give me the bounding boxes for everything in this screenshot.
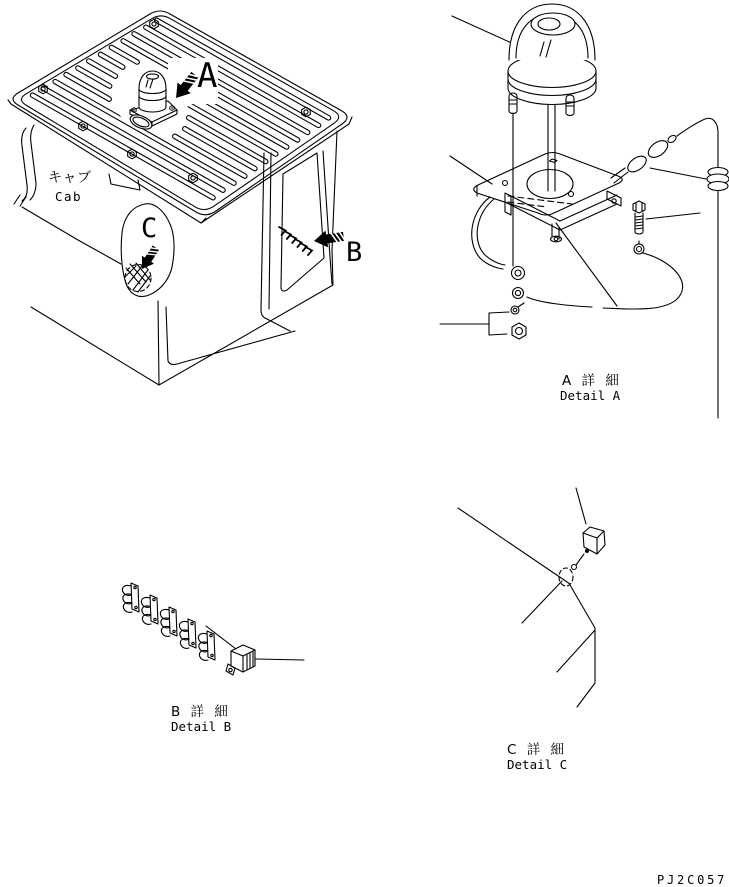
mounting-bolt [633, 201, 700, 234]
leader-line [650, 168, 706, 179]
callout-label-a: A [197, 56, 218, 96]
wire-clips [122, 583, 215, 660]
detail-a-drawing [440, 4, 729, 418]
door-window [281, 151, 332, 291]
detail-c-caption-jp: C 詳 細 [507, 742, 568, 758]
leader-line [646, 213, 700, 219]
callout-label-c: C [141, 213, 158, 244]
windshield-edge [22, 207, 121, 264]
leader-line [452, 16, 516, 45]
cab-left-pillar [14, 125, 36, 206]
cab-label-jp: キャブ [48, 170, 92, 186]
support-bracket [505, 191, 621, 242]
detail-c-drawing [458, 488, 605, 772]
power-cable [611, 118, 729, 418]
cab-clip-band [279, 227, 312, 255]
leader-line [556, 223, 617, 306]
grommet [707, 168, 729, 191]
switch-box [572, 527, 606, 570]
leader-line [576, 488, 586, 524]
connector-box [226, 645, 304, 675]
harness-cable [513, 223, 683, 309]
cab-label-en: Cab [55, 189, 83, 204]
fork-leader [440, 312, 509, 335]
detail-a-caption-jp: A 詳 細 [562, 373, 622, 389]
callout-label-b: B [346, 237, 363, 268]
terminal-hardware [440, 303, 526, 339]
detail-c-caption-en: Detail C [507, 757, 568, 772]
detail-b-drawing [122, 583, 304, 734]
panel-corner [458, 508, 595, 707]
part-code: PJ2C057 [657, 873, 728, 887]
ground-wire [472, 113, 525, 280]
detail-b-caption-jp: B 詳 細 [171, 704, 231, 720]
detail-b-caption-en: Detail B [171, 719, 232, 734]
detail-a-caption-en: Detail A [560, 388, 621, 403]
cab-overview-drawing [8, 0, 362, 385]
leader-line [450, 156, 492, 184]
leader-line [206, 626, 236, 649]
